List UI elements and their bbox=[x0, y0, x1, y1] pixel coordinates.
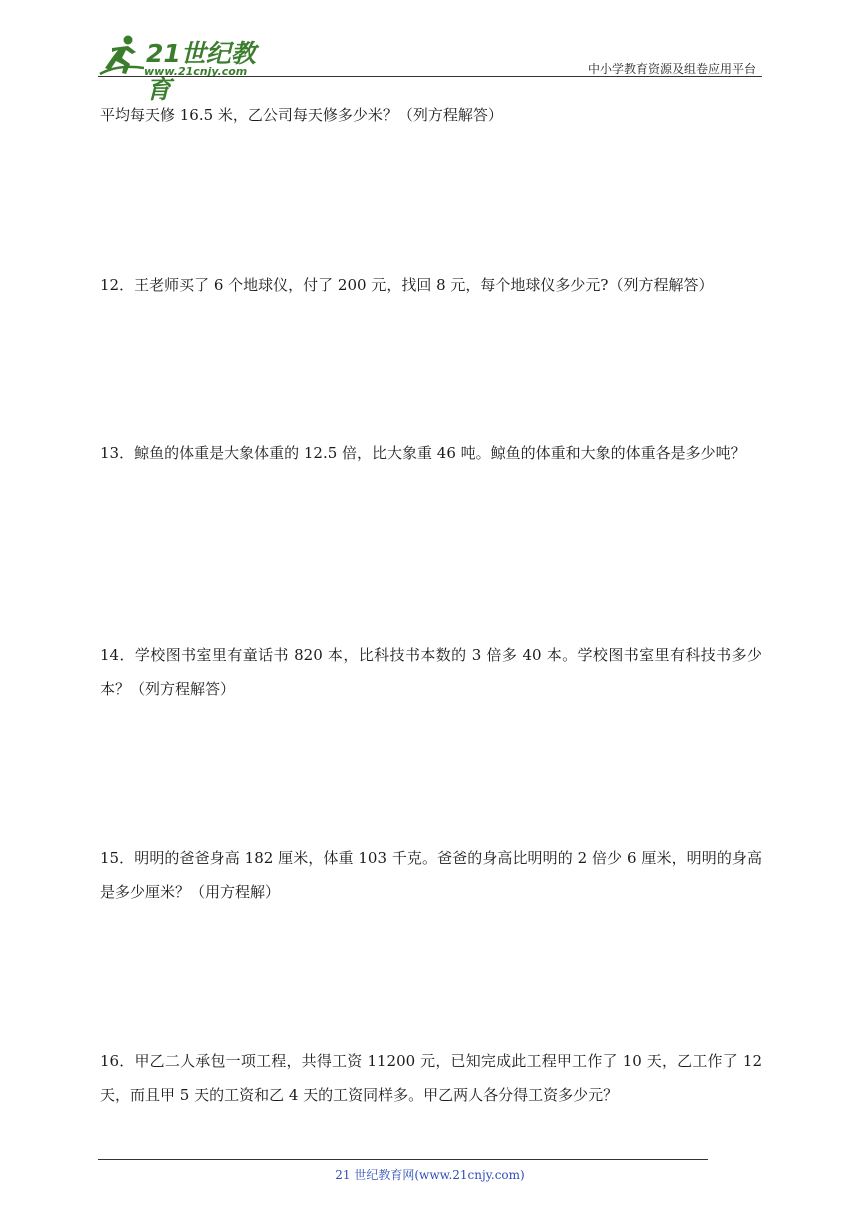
footer-link[interactable]: 21 世纪教育网(www.21cnjy.com) bbox=[335, 1168, 525, 1182]
logo-text: 21世纪教育 bbox=[146, 39, 256, 104]
logo-url: www.21cnjy.com bbox=[144, 65, 248, 78]
question-16: 16．甲乙二人承包一项工程，共得工资 11200 元，已知完成此工程甲工作了 10 天，乙工作了 12 天，而且甲 5 天的工资和乙 4 天的工资同样多。甲乙两人各分得工资多少元？ bbox=[100, 1052, 762, 1104]
runner-logo-icon bbox=[98, 34, 146, 78]
site-logo bbox=[98, 34, 268, 104]
question-11-continued: 平均每天修 16.5 米，乙公司每天修多少米？（列方程解答） bbox=[100, 106, 503, 124]
question-13: 13．鲸鱼的体重是大象体重的 12.5 倍，比大象重 46 吨。鲸鱼的体重和大象的体重各是多少吨？ bbox=[100, 444, 746, 462]
question-15: 15．明明的爸爸身高 182 厘米，体重 103 千克。爸爸的身高比明明的 2 倍少 6 厘米，明明的身高是多少厘米？（用方程解） bbox=[100, 849, 762, 901]
platform-caption: 中小学教育资源及组卷应用平台 bbox=[587, 62, 756, 76]
page-header bbox=[98, 28, 762, 104]
question-14: 14．学校图书室里有童话书 820 本，比科技书本数的 3 倍多 40 本。学校图书室里有科技书多少本？（列方程解答） bbox=[100, 646, 762, 698]
footer-divider bbox=[98, 1159, 708, 1160]
header-divider bbox=[98, 76, 762, 77]
question-12: 12．王老师买了 6 个地球仪，付了 200 元，找回 8 元，每个地球仪多少元?（列方程解答） bbox=[100, 276, 714, 294]
